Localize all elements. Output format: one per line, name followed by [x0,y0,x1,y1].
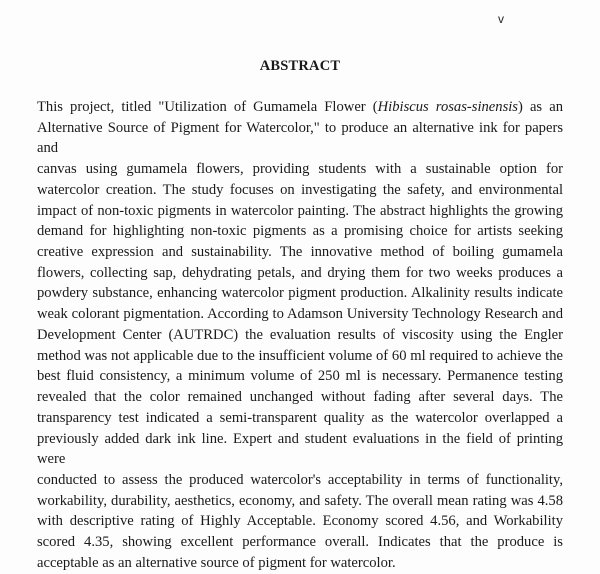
paragraph-line: conducted to assess the produced watercolor's acceptability in terms of functionality, [37,471,563,488]
paragraph-line: method was not applicable due to the insufficient volume of 60 ml required to achieve the [37,347,563,364]
paragraph-line: acceptable as an alternative source of pigment for watercolor. [37,554,396,571]
paragraph-line: watercolor creation. The study focuses on investigating the safety, and environmental [37,181,563,198]
paragraph-line: Development Center (AUTRDC) the evaluation results of viscosity using the Engler [37,326,563,343]
paragraph-line: transparency test indicated a semi-transparent quality as the watercolor overlapped a [37,409,563,426]
paragraph-line: canvas using gumamela flowers, providing students with a sustainable option for [37,161,563,178]
line-text-before: This project, titled "Utilization of Gumamela Flower ( [37,99,378,115]
abstract-paragraph [37,97,563,574]
paragraph-line: workability, durability, aesthetics, economy, and safety. The overall mean rating was 4.58 [37,492,563,509]
scientific-name: Hibiscus rosas-sinensis [377,99,518,115]
paragraph-line: revealed that the color remained unchanged without fading after several days. The [37,389,563,406]
paragraph-line: impact of non-toxic pigments in watercolor painting. The abstract highlights the growing [37,202,563,219]
page-number: v [498,12,504,26]
paragraph-line: Alternative Source of Pigment for Watercolor," to produce an alternative ink for papers and [37,119,563,157]
paragraph-line: best fluid consistency, a minimum volume of 250 ml is necessary. Permanence testing [37,368,563,385]
paragraph-line: creative expression and sustainability. The innovative method of boiling gumamela [37,244,563,261]
abstract-heading: ABSTRACT [259,58,341,74]
line-text-after: ) as an [517,99,563,115]
paragraph-line: with descriptive rating of Highly Acceptable. Economy scored 4.56, and Workability [37,513,563,530]
paragraph-line: flowers, collecting sap, dehydrating petals, and drying them for two weeks produces a [37,264,563,281]
paragraph-line: previously added dark ink line. Expert and student evaluations in the field of printing were [37,430,563,468]
paragraph-line: weak colorant pigmentation. According to Adamson University Technology Research and [37,306,563,323]
paragraph-line [37,97,563,118]
paragraph-line: demand for highlighting non-toxic pigments as a promising choice for artists seeking [37,223,563,240]
paragraph-line: scored 4.35, showing excellent performance overall. Indicates that the produce is [37,534,563,551]
paragraph-line: powdery substance, enhancing watercolor pigment production. Alkalinity results indicate [37,285,563,302]
